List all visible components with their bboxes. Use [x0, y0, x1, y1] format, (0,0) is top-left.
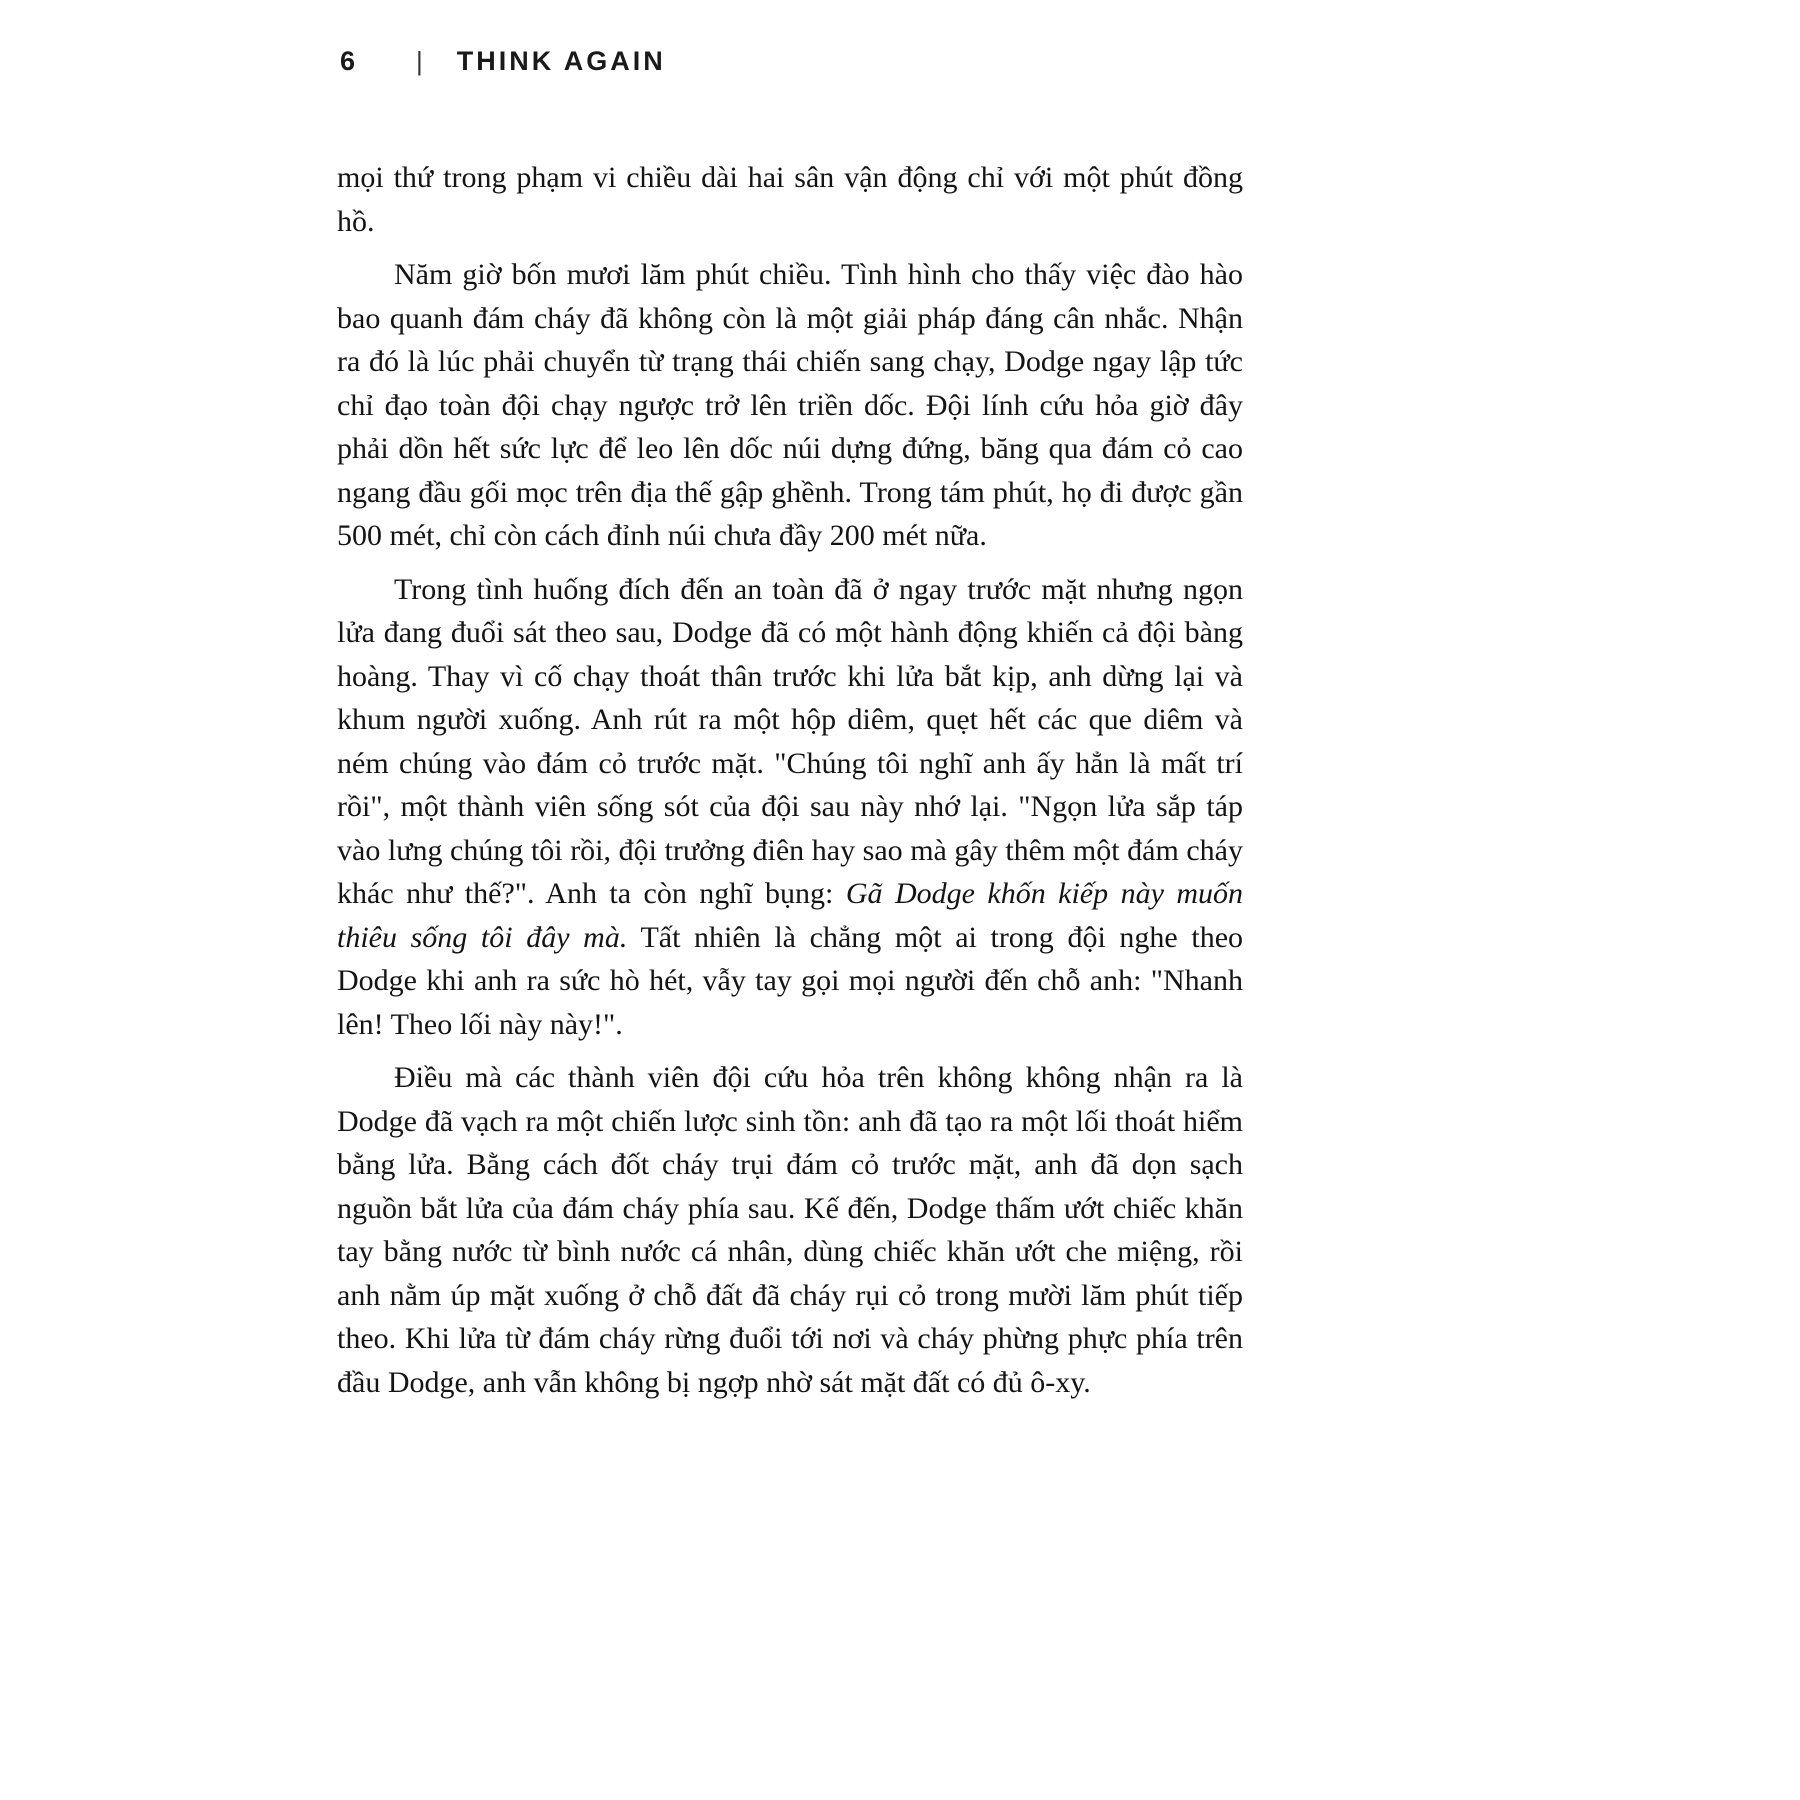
paragraph — [337, 1056, 1243, 1404]
paragraph — [337, 568, 1243, 1047]
text-segment: mọi thứ trong phạm vi chiều dài hai sân vận động chỉ với một phút đồng hồ. — [337, 161, 1243, 238]
italic-text-segment: Gã Dodge khốn kiếp này muốn thiêu sống tôi đây mà. — [337, 877, 1243, 954]
page-number: 6 — [340, 46, 357, 76]
page-body — [337, 156, 1243, 1414]
header-separator: | — [416, 46, 423, 76]
paragraph — [337, 156, 1243, 243]
running-title: THINK AGAIN — [456, 46, 666, 76]
page-header — [340, 46, 666, 77]
text-segment: Năm giờ bốn mươi lăm phút chiều. Tình hình cho thấy việc đào hào bao quanh đám cháy đã không còn là một giải pháp đáng cân nhắc. Nhận ra đó là lúc phải chuyển từ trạng thái chiến sang chạy, Dodge ngay lập tức chỉ đạo toàn đội chạy ngược trở lên triền dốc. Đội lính cứu hỏa giờ đây phải dồn hết sức lực để leo lên dốc núi dựng đứng, băng qua đám cỏ cao ngang đầu gối mọc trên địa thế gập ghềnh. Trong tám phút, họ đi được gần 500 mét, chỉ còn cách đỉnh núi chưa đầy 200 mét nữa. — [337, 258, 1243, 552]
text-segment: Trong tình huống đích đến an toàn đã ở ngay trước mặt nhưng ngọn lửa đang đuổi sát theo sau, Dodge đã có một hành động khiến cả đội bàng hoàng. Thay vì cố chạy thoát thân trước khi lửa bắt kịp, anh dừng lại và khum người xuống. Anh rút ra một hộp diêm, quẹt hết các que diêm và ném chúng vào đám cỏ trước mặt. "Chúng tôi nghĩ anh ấy hẳn là mất trí rồi", một thành viên sống sót của đội sau này nhớ lại. "Ngọn lửa sắp táp vào lưng chúng tôi rồi, đội trưởng điên hay sao mà gây thêm một đám cháy khác như thế?". Anh ta còn nghĩ bụng: — [337, 572, 1243, 910]
text-segment: Điều mà các thành viên đội cứu hỏa trên không không nhận ra là Dodge đã vạch ra một chiến lược sinh tồn: anh đã tạo ra một lối thoát hiểm bằng lửa. Bằng cách đốt cháy trụi đám cỏ trước mặt, anh đã dọn sạch nguồn bắt lửa của đám cháy phía sau. Kế đến, Dodge thấm ướt chiếc khăn tay bằng nước từ bình nước cá nhân, dùng chiếc khăn ướt che miệng, rồi anh nằm úp mặt xuống ở chỗ đất đã cháy rụi cỏ trong mười lăm phút tiếp theo. Khi lửa từ đám cháy rừng đuổi tới nơi và cháy phừng phực phía trên đầu Dodge, anh vẫn không bị ngợp nhờ sát mặt đất có đủ ô-xy. — [337, 1061, 1243, 1399]
paragraph — [337, 253, 1243, 558]
text-segment: Tất nhiên là chẳng một ai trong đội nghe theo Dodge khi anh ra sức hò hét, vẫy tay gọi mọi người đến chỗ anh: "Nhanh lên! Theo lối này này!". — [337, 920, 1244, 1041]
